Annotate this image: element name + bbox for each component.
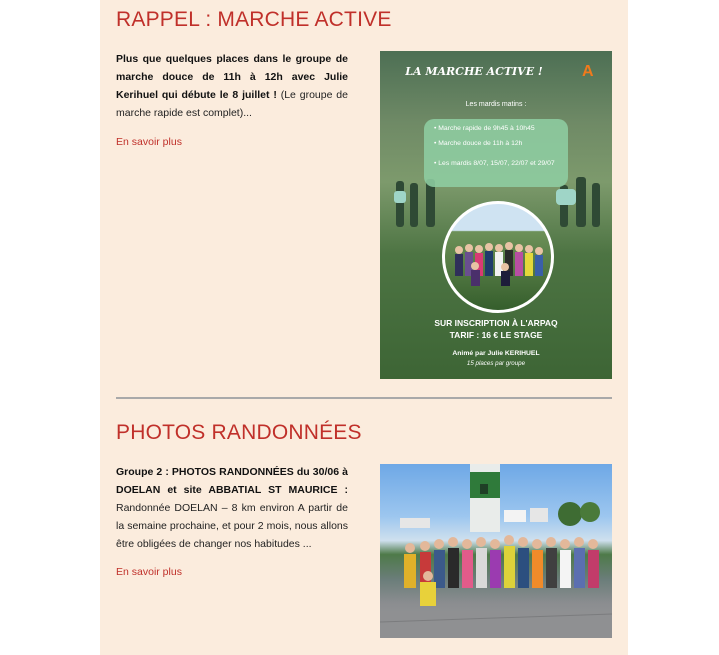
section-text-photos-randonnees [116,463,348,553]
poster-title: LA MARCHE ACTIVE ! [405,65,543,78]
schedule-box [424,119,568,187]
schedule-line-2: • Marche douce de 11h à 12h [434,140,523,147]
schedule-line-1: • Marche rapide de 9h45 à 10h45 [434,125,535,132]
en-savoir-plus-link-1[interactable]: En savoir plus [116,136,182,148]
schedule-line-3: • Les mardis 8/07, 15/07, 22/07 et 29/07 [434,160,555,167]
poster-footer-line-4: 15 places par groupe [466,360,526,367]
poster-subtitle: Les mardis matins : [465,101,527,108]
section2-text-normal: Randonnée DOELAN – 8 km environ A partir de la semaine prochaine, et pour 2 mois, nous allons être obligées de changer nos habitudes ... [116,502,348,550]
arpaq-logo-icon: A [582,63,594,80]
hiking-group-photo[interactable] [380,464,612,638]
section-text-bold: Plus que quelques places dans le groupe de marche douce de 11h à 12h avec Julie Kerihuel qui débute le 8 juillet ! [116,53,348,101]
section-title-marche-active: RAPPEL : MARCHE ACTIVE [116,8,392,31]
newsletter-panel [100,0,628,655]
poster-footer-line-1: SUR INSCRIPTION À L'ARPAQ [434,318,558,328]
section-divider [116,397,612,399]
poster-footer-inscription [380,317,612,341]
poster-footer-line-3: Animé par Julie KERIHUEL [452,350,540,357]
poster-footer-line-2: TARIF : 16 € LE STAGE [449,330,543,340]
group-photo-circle [442,201,554,313]
group-people-illustration [445,204,551,310]
marche-active-poster-image[interactable] [380,51,612,379]
section-title-photos-randonnees: PHOTOS RANDONNÉES [116,421,362,444]
section-text-marche-active [116,50,348,122]
section2-text-bold: Groupe 2 : PHOTOS RANDONNÉES du 30/06 à DOELAN et site ABBATIAL ST MAURICE : [116,466,348,496]
hiking-group-illustration [380,464,612,638]
en-savoir-plus-link-2[interactable]: En savoir plus [116,566,182,578]
section-text-normal: (Le groupe de marche rapide est complet)... [116,89,348,119]
